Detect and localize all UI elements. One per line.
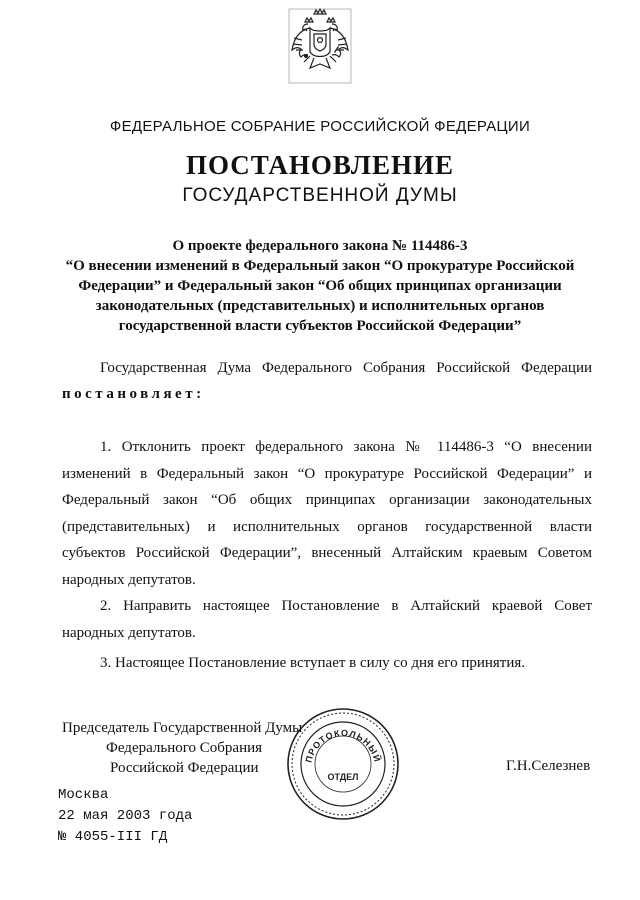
- item-2: [62, 593, 592, 646]
- item-1-line: субъектов Российской Федерации”, внесенный Алтайским краевым Советом: [62, 545, 592, 561]
- preamble: [62, 358, 592, 378]
- stamp-center-text: ОТДЕЛ: [327, 772, 359, 782]
- city: Москва: [58, 787, 109, 803]
- document-subtitle: ГОСУДАРСТВЕННОЙ ДУМЫ: [182, 185, 458, 206]
- protocol-stamp: [285, 706, 401, 822]
- signatory-position-line: Председатель Государственной Думы: [62, 720, 303, 736]
- signatory-position-line: Российской Федерации: [110, 760, 259, 776]
- preamble-text: Государственная Дума Федерального Собрания Российской Федерации: [100, 360, 592, 376]
- item-1-line: изменений в Федеральный закон “О прокуратуре Российской Федерации” и: [62, 465, 592, 482]
- item-1: [62, 434, 592, 593]
- subject-line: Федерации” и Федеральный закон “Об общих принципах организации: [78, 278, 562, 294]
- document-footer: [58, 785, 192, 848]
- document-number: № 4055-III ГД: [58, 829, 168, 845]
- item-1-line: (представительных) и исполнительных органов государственной власти: [62, 518, 592, 535]
- item-3: [62, 650, 592, 677]
- signatory-name: Г.Н.Селезнев: [506, 758, 591, 774]
- subject-line: “О внесении изменений в Федеральный закон “О прокуратуре Российской: [65, 258, 575, 274]
- item-2-line: 2. Направить настоящее Постановление в Алтайский краевой Совет: [100, 598, 592, 614]
- subject-block: [50, 236, 590, 336]
- date: 22 мая 2003 года: [58, 808, 193, 824]
- coat-of-arms-emblem: [288, 8, 352, 84]
- item-1-line: 1. Отклонить проект федерального закона № 114486-3 “О внесении: [100, 439, 592, 455]
- assembly-heading: ФЕДЕРАЛЬНОЕ СОБРАНИЕ РОССИЙСКОЙ ФЕДЕРАЦИИ: [109, 118, 531, 135]
- subject-line: государственной власти субъектов Российской Федерации”: [118, 318, 522, 334]
- resolves-word: постановляет:: [62, 386, 205, 402]
- item-2-line: народных депутатов.: [62, 624, 196, 641]
- signatory-position: [62, 718, 302, 778]
- stamp-arc-text: ПРОТОКОЛЬНЫЙ: [303, 727, 383, 764]
- item-1-line: Федеральный закон “Об общих принципах организации законодательных: [62, 492, 592, 508]
- item-3-line: 3. Настоящее Постановление вступает в силу со дня его принятия.: [100, 655, 526, 671]
- item-1-line: народных депутатов.: [62, 571, 196, 588]
- subject-line: законодательных (представительных) и исполнительных органов: [95, 298, 545, 314]
- document-title: ПОСТАНОВЛЕНИЕ: [185, 150, 455, 180]
- subject-line: О проекте федерального закона № 114486-3: [172, 238, 468, 254]
- signatory-position-line: Федерального Собрания: [106, 740, 263, 756]
